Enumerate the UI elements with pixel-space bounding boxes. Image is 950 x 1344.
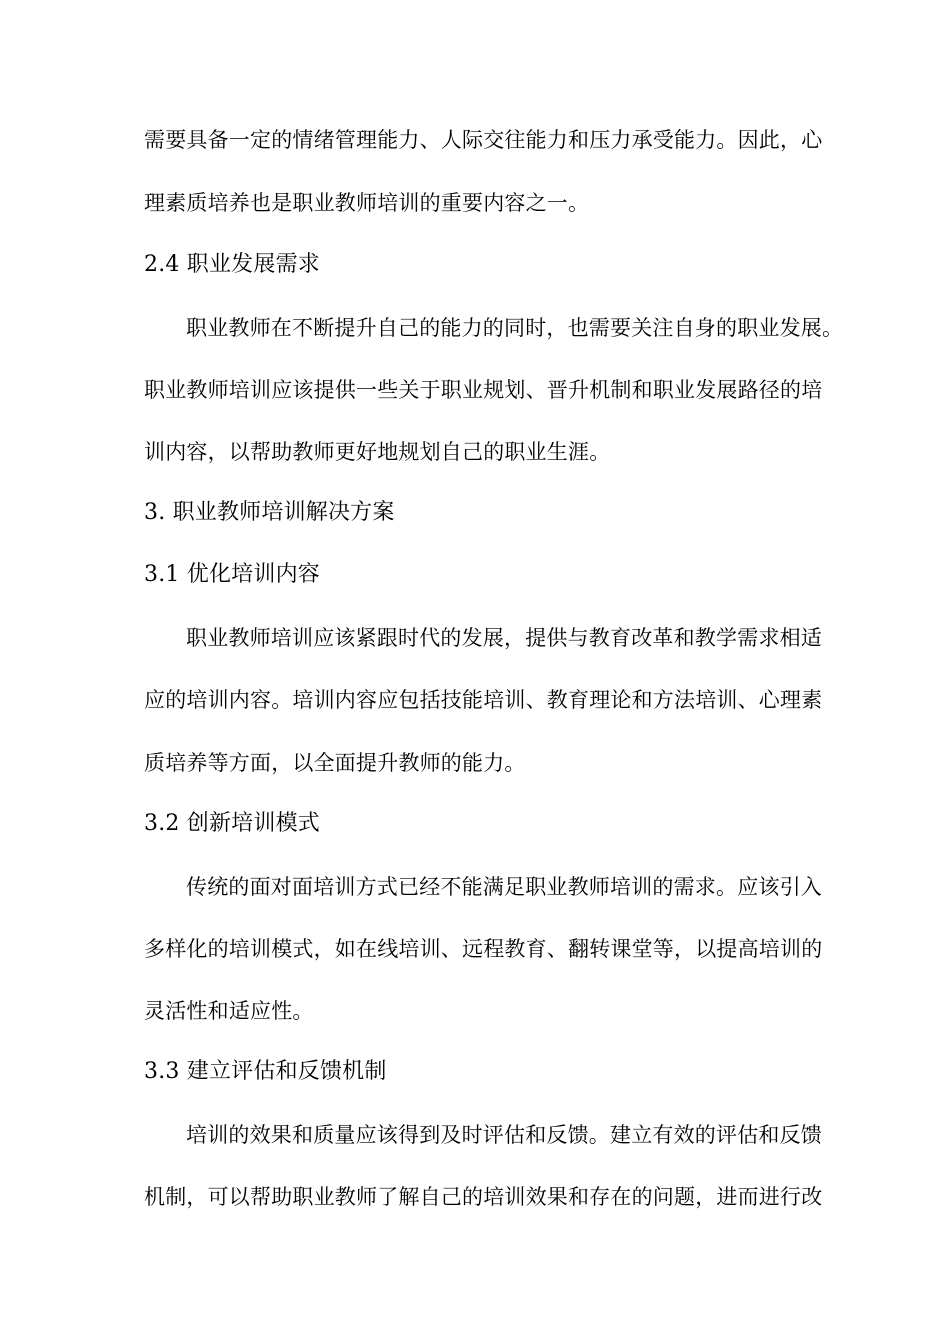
section-heading: 3.1 优化培训内容 [144, 562, 320, 587]
paragraph-line: 应的培训内容。培训内容应包括技能培训、教育理论和方法培训、心理素 [144, 688, 823, 712]
paragraph-line: 多样化的培训模式，如在线培训、远程教育、翻转课堂等，以提高培训的 [144, 937, 823, 961]
section-heading: 3.2 创新培训模式 [144, 811, 320, 836]
paragraph-line: 理素质培养也是职业教师培训的重要内容之一。 [144, 191, 590, 215]
paragraph-line: 职业教师培训应该提供一些关于职业规划、晋升机制和职业发展路径的培 [144, 378, 823, 402]
paragraph-line: 训内容，以帮助教师更好地规划自己的职业生涯。 [144, 440, 611, 464]
section-heading: 3.3 建立评估和反馈机制 [144, 1059, 387, 1084]
paragraph-line: 灵活性和适应性。 [144, 999, 314, 1023]
section-heading: 3. 职业教师培训解决方案 [144, 500, 395, 525]
paragraph-line: 质培养等方面，以全面提升教师的能力。 [144, 751, 526, 775]
paragraph-line: 培训的效果和质量应该得到及时评估和反馈。建立有效的评估和反馈 [186, 1123, 822, 1147]
paragraph-line: 职业教师在不断提升自己的能力的同时，也需要关注自身的职业发展。 [186, 316, 844, 340]
paragraph-line: 传统的面对面培训方式已经不能满足职业教师培训的需求。应该引入 [186, 875, 822, 899]
paragraph-line: 机制，可以帮助职业教师了解自己的培训效果和存在的问题，进而进行改 [144, 1185, 823, 1209]
section-heading: 2.4 职业发展需求 [144, 252, 320, 277]
paragraph-line: 需要具备一定的情绪管理能力、人际交往能力和压力承受能力。因此，心 [144, 128, 823, 152]
paragraph-line: 职业教师培训应该紧跟时代的发展，提供与教育改革和教学需求相适 [186, 626, 822, 650]
